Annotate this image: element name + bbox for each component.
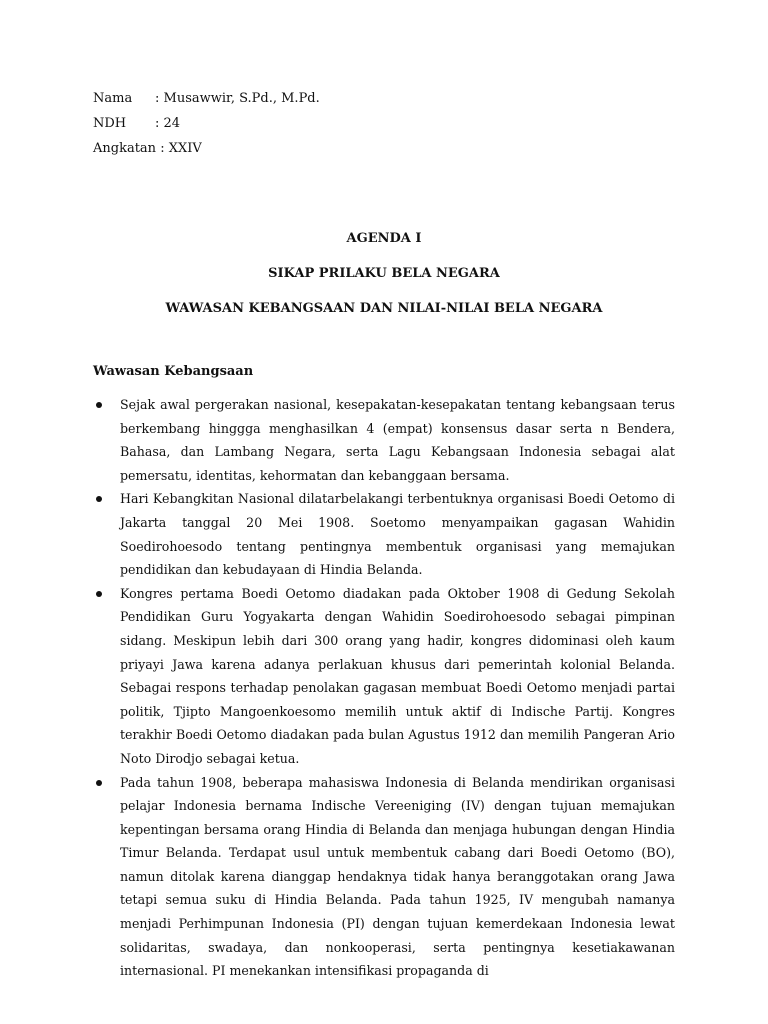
- ndh-label: NDH: [93, 116, 127, 131]
- list-item-text: Kongres pertama Boedi Oetomo diadakan pada Oktober 1908 di Gedung Sekolah Pendidikan Guru Yogyakarta dengan Wahidin Soedirohoesodo sebagai pimpinan sidang. Meskipun lebih dari 300 orang yang hadir, kongres didominasi oleh kaum priyayi Jawa karena adanya perlakuan khusus dari pemerintah kolonial Belanda. Sebagai respons terhadap penolakan gagasan membuat Boedi Oetomo menjadi partai politik, Tjipto Mangoenkoesomo memilih untuk aktif di Indische Partij. Kongres terakhir Boedi Oetomo diadakan pada bulan Agustus 1912 dan memilih Pangeran Ario Noto Dirodjo sebagai ketua.: [120, 585, 675, 766]
- bullet-icon: [96, 496, 102, 502]
- list-item: [93, 393, 675, 487]
- angkatan-value: : XXIV: [156, 141, 202, 156]
- document-headings: [93, 229, 675, 334]
- bullet-list: [93, 393, 675, 983]
- sikap-heading: SIKAP PRILAKU BELA NEGARA: [268, 266, 500, 281]
- bullet-icon: [96, 402, 102, 408]
- list-item: [93, 771, 675, 983]
- angkatan-label: Angkatan: [93, 141, 157, 156]
- section-title: Wawasan Kebangsaan: [93, 364, 254, 379]
- list-item-text: Sejak awal pergerakan nasional, kesepakatan-kesepakatan tentang kebangsaan terus berkembang hinggga menghasilkan 4 (empat) konsensus dasar serta n Bendera, Bahasa, dan Lambang Negara, serta Lagu Kebangsaan Indonesia sebagai alat pemersatu, identitas, kehormatan dan kebanggaan bersama.: [120, 397, 675, 483]
- bullet-icon: [96, 591, 102, 597]
- agenda-heading: AGENDA I: [346, 231, 422, 246]
- author-info: [93, 86, 320, 161]
- list-item: [93, 487, 675, 581]
- list-item: [93, 582, 675, 771]
- angkatan-row: [93, 136, 320, 161]
- nama-row: [93, 86, 320, 111]
- list-item-text: Hari Kebangkitan Nasional dilatarbelakangi terbentuknya organisasi Boedi Oetomo di Jakarta tanggal 20 Mei 1908. Soetomo menyampaikan gagasan Wahidin Soedirohoesodo tentang pentingnya membentuk organisasi yang memajukan pendidikan dan kebudayaan di Hindia Belanda.: [120, 491, 675, 578]
- ndh-row: [93, 111, 320, 136]
- ndh-value: : 24: [155, 116, 181, 131]
- wawasan-heading: WAWASAN KEBANGSAAN DAN NILAI-NILAI BELA NEGARA: [165, 301, 603, 316]
- nama-value: : Musawwir, S.Pd., M.Pd.: [155, 91, 320, 106]
- bullet-icon: [96, 780, 102, 786]
- list-item-text: Pada tahun 1908, beberapa mahasiswa Indonesia di Belanda mendirikan organisasi pelajar Indonesia bernama Indische Vereeniging (IV) dengan tujuan memajukan kepentingan bersama orang Hindia di Belanda dan menjaga hubungan dengan Hindia Timur Belanda. Terdapat usul untuk membentuk cabang dari Boedi Oetomo (BO), namun ditolak karena dianggap hendaknya tidak hanya beranggotakan orang Jawa tetapi semua suku di Hindia Belanda. Pada tahun 1925, IV mengubah namanya menjadi Perhimpunan Indonesia (PI) dengan tujuan kemerdekaan Indonesia lewat solidaritas, swadaya, dan nonkooperasi, serta pentingnya kesetiakawanan internasional. PI menekankan intensifikasi propaganda di: [120, 774, 675, 979]
- nama-label: Nama: [93, 91, 133, 106]
